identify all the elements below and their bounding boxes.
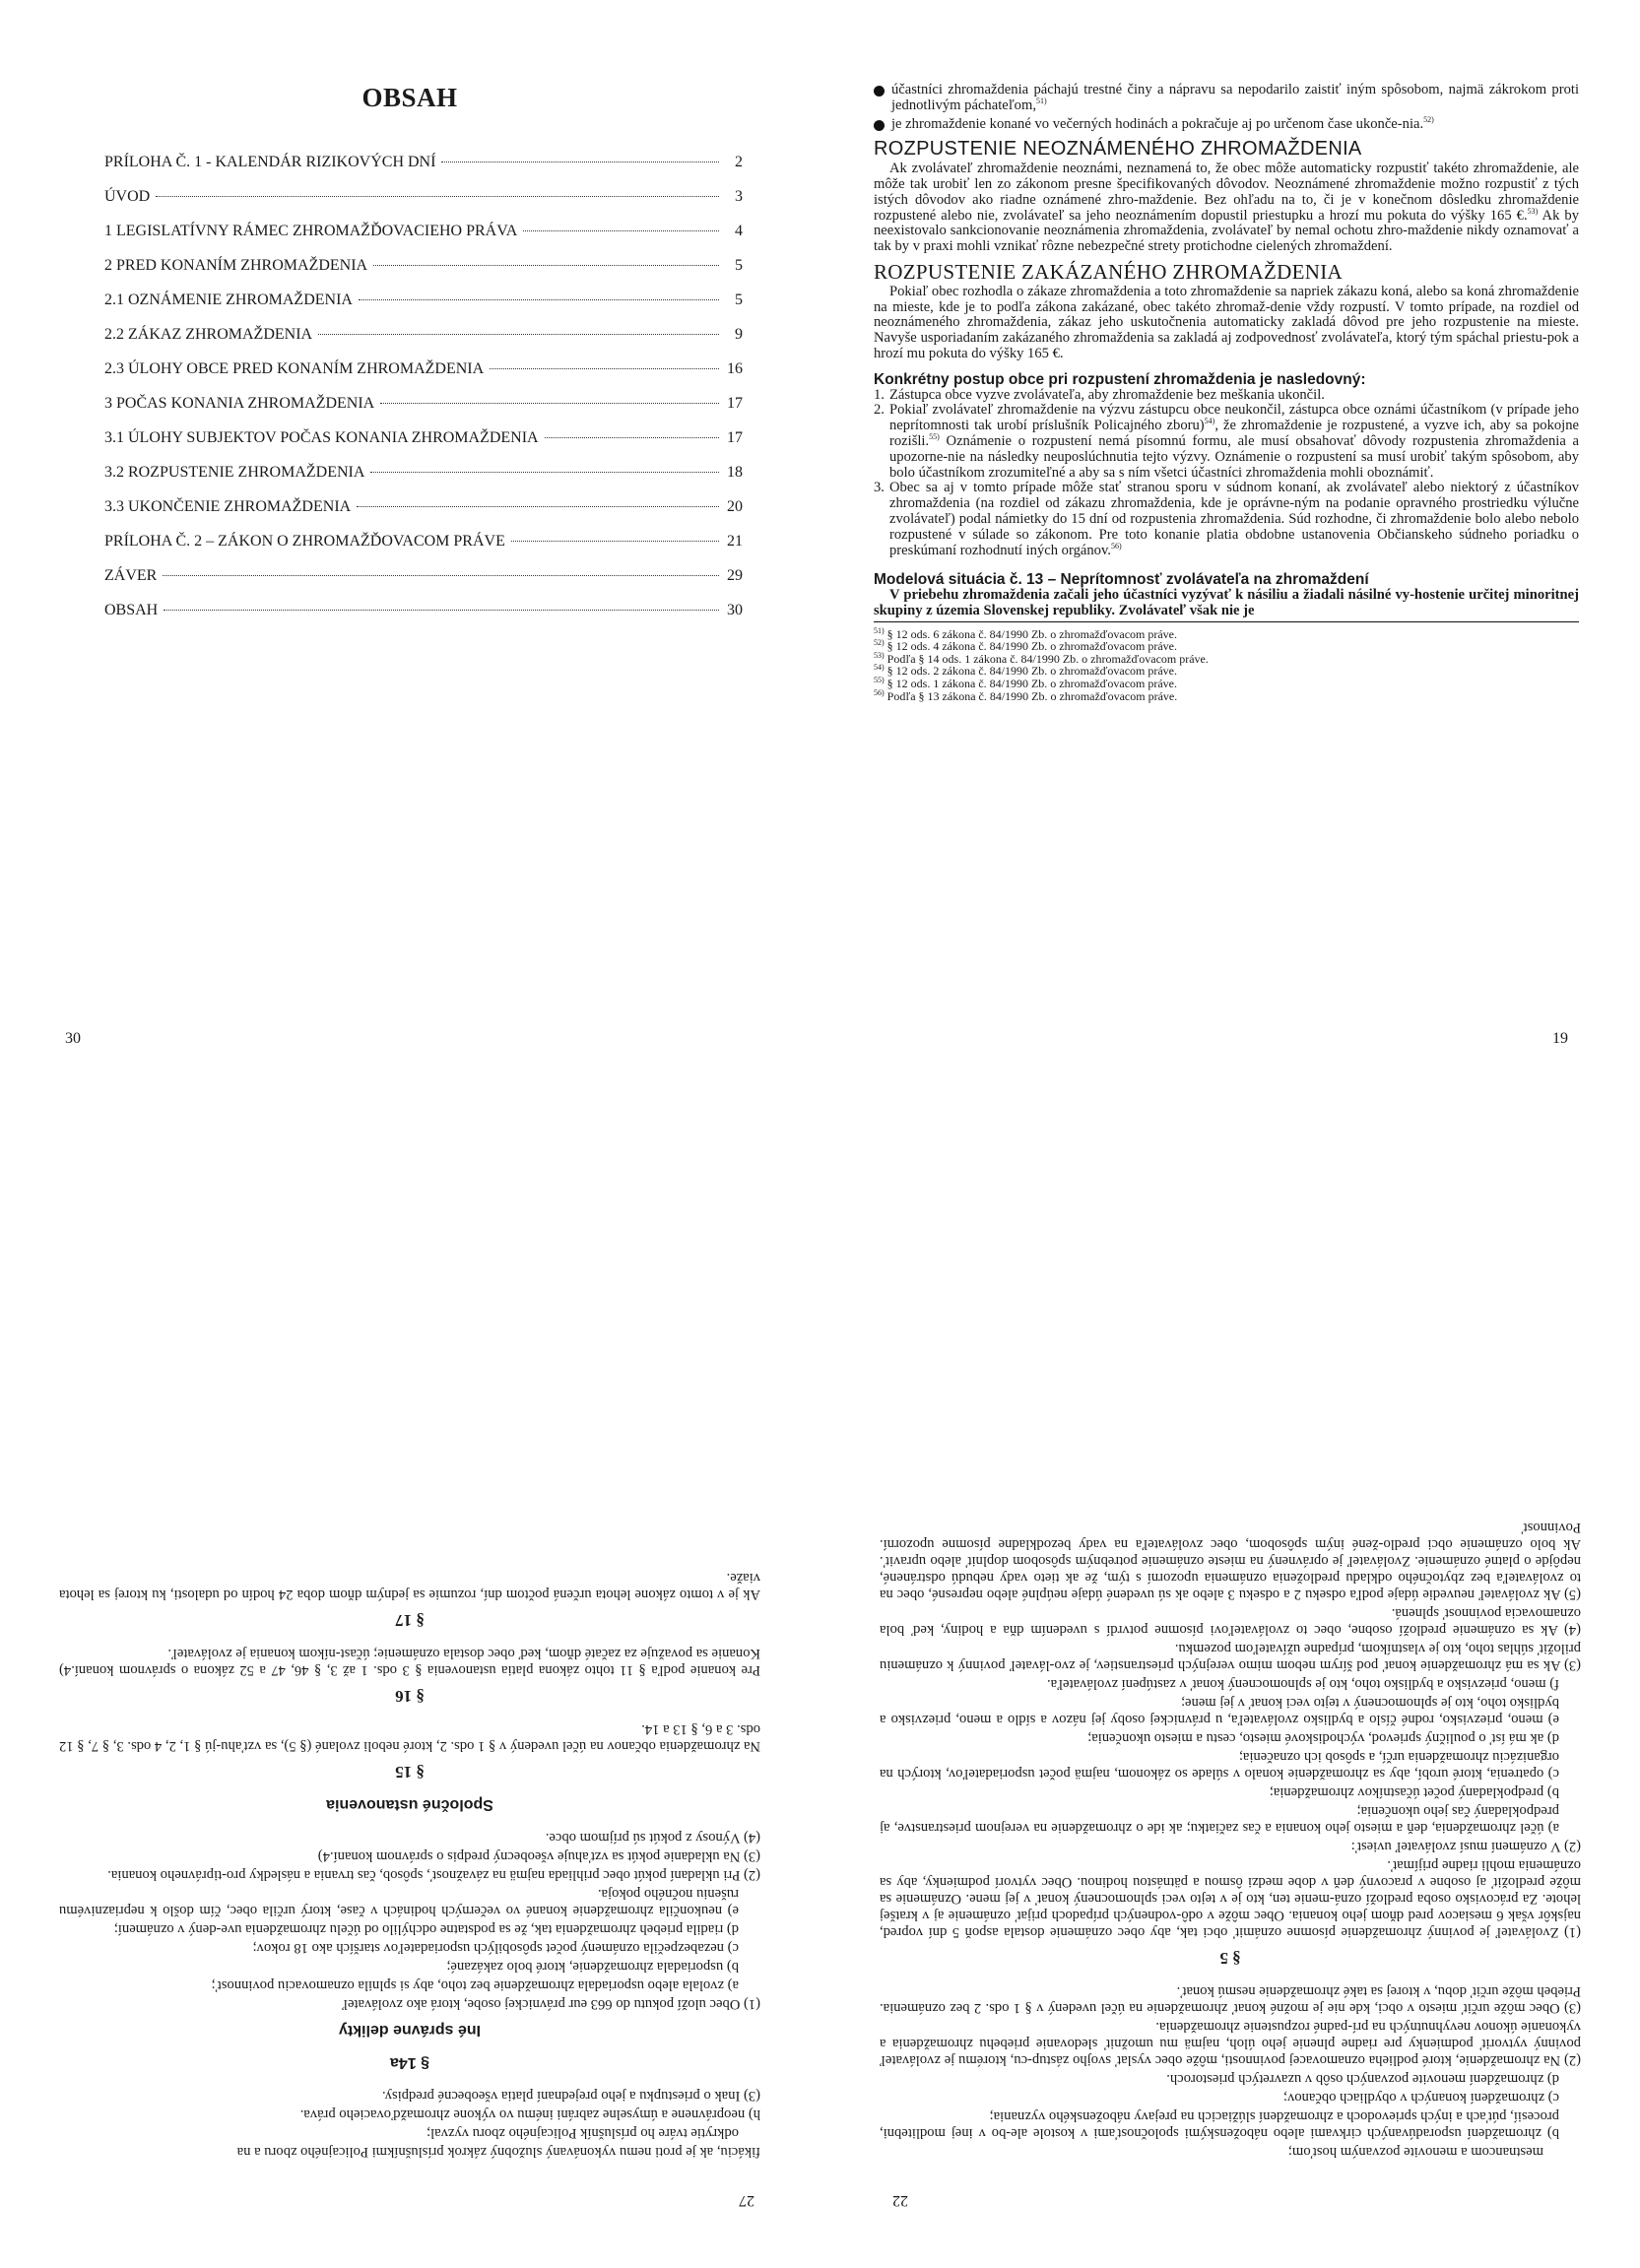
section-heading: Iné správne delikty	[338, 2022, 482, 2039]
toc-entry-page: 9	[735, 326, 743, 343]
model-situation-text: V priebehu zhromaždenia začali jeho účastníci vyzývať k násiliu a žiadali násilné vy-hostenie určitej minoritnej skupiny z územia Slovenskej republiky. Zvolávateľ však nie je	[874, 587, 1579, 618]
toc-entry[interactable]	[104, 257, 743, 292]
section-heading: § 14a	[389, 2054, 430, 2071]
toc-entry-page: 21	[727, 533, 743, 550]
toc-entry-label: 3.1 ÚLOHY SUBJEKTOV POČAS KONANIA ZHROMAŽDENIA	[104, 429, 539, 446]
toc-entry-page: 2	[735, 154, 743, 170]
toc-leader-dots	[156, 196, 719, 197]
toc-entry[interactable]	[104, 154, 743, 188]
toc-leader-dots	[380, 403, 719, 404]
bullet-dot-icon	[874, 86, 885, 97]
paragraph: (3) Obec môže určiť miesto v obci, kde nie je možné konať zhromaždenie na účel uvedený v § 1 ods. 2 bez oznámenia. Priebeh môže určiť dobu, v ktorej sa také zhromaždenie nesmú konať.	[880, 1983, 1581, 2016]
section-heading: § 5	[1219, 1949, 1241, 1968]
toc-entry-page: 4	[735, 223, 743, 239]
procedure-step: 3. Obec sa aj v tomto prípade môže stať stranou sporu v súdnom konaní, ak zvolávateľ alebo niektorý z účastníkov zhromaždenia (na rozdiel od zákazu zhromaždenia, kde je oprávne-ným na podanie opravného prostriedku výlučne zvolávateľ) podal námietky do 15 dní od rozpustenia zhromaždenia. Súd rozhodne, či zhromaždenie bolo alebo nebolo rozpustené v súlade so zákonom. Pre toto konanie platia obdobne ustanovenia Občianskeho súdneho poriadku o preskúmaní rozhodnutí iných orgánov.$^{56)}$	[874, 480, 1579, 558]
model-situation-box	[874, 588, 1579, 622]
paragraph: (3) Inak o priestupku a jeho prejednaní platia všeobecné predpisy.	[381, 2088, 760, 2104]
toc-page	[0, 0, 820, 1083]
toc-entry-label: 3 POČAS KONANIA ZHROMAŽDENIA	[104, 395, 375, 412]
toc-entry-page: 29	[727, 567, 743, 584]
toc-entry-label: PRÍLOHA Č. 1 - KALENDÁR RIZIKOVÝCH DNÍ	[104, 154, 436, 170]
paragraph: odkrytie tváre ho príslušník Policajného zboru vyzval;	[426, 2125, 739, 2141]
toc-entry-label: 2.1 OZNÁMENIE ZHROMAŽDENIA	[104, 292, 353, 308]
toc-leader-dots	[511, 541, 719, 542]
toc-leader-dots	[523, 230, 719, 231]
section-heading-unannounced: ROZPUSTENIE NEOZNÁMENÉHO ZHROMAŽDENIA	[874, 138, 1362, 161]
toc-title: OBSAH	[361, 83, 458, 112]
paragraph: d) ak má ísť o pouličný sprievod, východiskové miesto, cestu a miesto ukončenia;	[1087, 1730, 1559, 1746]
toc-leader-dots	[318, 334, 719, 335]
toc-entry[interactable]	[104, 360, 743, 395]
page-27	[0, 1133, 820, 2268]
paragraph: c) nezabezpečila oznámený počet spôsobilých usporiadateľov starších ako 18 rokov;	[252, 1940, 739, 1956]
bullet-dot-icon	[874, 120, 885, 131]
toc-entry-page: 18	[727, 464, 743, 481]
section-heading-banned: ROZPUSTENIE ZAKÁZANÉHO ZHROMAŽDENIA	[874, 259, 1343, 284]
footnote: $^{56)}$ Podľa § 13 zákona č. 84/1990 Zb. o zhromažďovacom práve.	[874, 687, 1178, 703]
paragraph: (3) Ak sa má zhromaždenie konať pod šírym nebom mimo verejných priestranstiev, je zvo-lávateľ povinný k oznámeniu priložiť súhlas toho, kto je vlastníkom, prípadne užívateľom pozemku.	[880, 1641, 1581, 1673]
paragraph: (2) Pri ukladaní pokút obec prihliada najmä na závažnosť, spôsob, čas trvania a následky pro-tiprávneho konania.	[107, 1867, 760, 1883]
page-22-content	[880, 1517, 1581, 2160]
toc-entry[interactable]	[104, 602, 743, 636]
toc-entry-label: 1 LEGISLATÍVNY RÁMEC ZHROMAŽĎOVACIEHO PRÁVA	[104, 223, 518, 239]
footnote: $^{51)}$ § 12 ods. 6 zákona č. 84/1990 Zb. o zhromažďovacom práve.	[874, 625, 1178, 641]
toc-leader-dots	[545, 437, 719, 438]
paragraph: Ak je v tomto zákone lehota určená počtom dní, rozumie sa jedným dňom doba 24 hodín od udalosti, ku ktorej sa lehota viaže.	[59, 1570, 760, 1602]
toc-entry[interactable]	[104, 567, 743, 602]
toc-entry[interactable]	[104, 395, 743, 429]
toc-leader-dots	[373, 265, 719, 266]
toc-entry-page: 5	[735, 257, 743, 274]
paragraph: e) meno, priezvisko, rodné číslo a bydlisko zvolávateľa, u právnickej osoby jej názov a sídlo a meno, priezvisko a bydlisko toho, kto je splnomocnený v tejto veci konať v jej mene;	[880, 1695, 1559, 1727]
page-19	[820, 0, 1640, 1083]
paragraph: b) zhromaždení usporadúvaných cirkvami alebo náboženskými spoločnosťami v kostole ale-bo v inej modlitebni, procesií, púťach a iných sprievodoch a zhromaždení slúžiacich na prejavy náboženského vyznania;	[880, 2108, 1559, 2141]
page-19-content	[874, 83, 1579, 702]
bullet-item: účastníci zhromaždenia páchajú trestné činy a nápravu sa nepodarilo zaistiť iným spôsobom, najmä zákrokom proti jednotlivým páchateľom,$^{51)}$	[874, 83, 1579, 114]
model-situation-heading: Modelová situácia č. 13 – Neprítomnosť zvolávateľa na zhromaždení	[874, 571, 1369, 589]
toc-entry-page: 16	[727, 360, 743, 377]
toc-entry[interactable]	[104, 223, 743, 257]
procedure-step: 1. Zástupca obce vyzve zvolávateľa, aby zhromaždenie bez meškania ukončil.	[874, 386, 1325, 403]
toc-entry-page: 3	[735, 188, 743, 205]
paragraph: b) predpokladaný počet účastníkov zhromaždenia;	[1269, 1784, 1559, 1800]
footnote: $^{55)}$ § 12 ods. 1 zákona č. 84/1990 Zb. o zhromažďovacom práve.	[874, 676, 1178, 691]
toc-entry-label: 3.3 UKONČENIE ZHROMAŽDENIA	[104, 498, 352, 515]
toc-entry-page: 5	[735, 292, 743, 308]
toc-entry-label: PRÍLOHA Č. 2 – ZÁKON O ZHROMAŽĎOVACOM PRÁVE	[104, 533, 505, 550]
footnote: $^{52)}$ § 12 ods. 4 zákona č. 84/1990 Zb. o zhromažďovacom práve.	[874, 638, 1178, 654]
toc-entry-page: 17	[727, 395, 743, 412]
toc-entry-label: ÚVOD	[104, 188, 151, 205]
toc-entry-page: 20	[727, 498, 743, 515]
paragraph: (2) V oznámení musí zvolávateľ uviesť:	[1350, 1839, 1581, 1854]
paragraph-banned: Pokiaľ obec rozhodla o zákaze zhromaždenia a toto zhromaždenie sa napriek zákazu koná, alebo sa koná zhromaždenie na mieste, kde je to podľa zákona zakázané, obec takéto zhromaž-denie vždy rozpustí. V tomto prípade, na rozdiel od neoznámeného zhromaždenia, zákaz jeho uskutočnenia automaticky zakladá dôvod pre jeho rozpustenie na mieste. Navyše usporiadaním zakázaného zhromaždenia sa zakladá aj zodpovednosť zvolávateľa, ktorý tým spáchal priestu-pok a hrozí mu pokuta do výšky 165 €.	[874, 283, 1579, 361]
toc-entry[interactable]	[104, 326, 743, 360]
page-number: 27	[739, 2192, 754, 2209]
footnotes	[874, 625, 1579, 703]
procedure-step: 2. Pokiaľ zvolávateľ zhromaždenie na výzvu zástupcu obce neukončil, zástupca obce oznámi účastníkom (v prípade jeho neprítomnosti tak urobí príslušník Policajného zboru)$^{54)}$, že zhromaždenie je rozpustené, a vyzve ich, aby sa pokojne rozišli.$^{55)}$ Oznámenie o rozpustení nemá písomnú formu, ale musí obsahovať dôvody rozpustenia zhromaždenia a upozorne-nie na následky neuposlúchnutia tejto výzvy. Oznámenie o rozpustení sa musí urobiť takým spôsobom, aby bolo účastníkom zrozumiteľné a aby sa s ním všetci účastníci zhromaždenia mohli oboznámiť.	[874, 402, 1579, 481]
toc-entry-label: 2.2 ZÁKAZ ZHROMAŽDENIA	[104, 326, 313, 343]
toc-entry[interactable]	[104, 429, 743, 464]
toc-leader-dots	[359, 299, 719, 300]
toc-list	[104, 154, 743, 636]
footnote: $^{53)}$ Podľa § 14 ods. 1 zákona č. 84/1990 Zb. o zhromažďovacom práve.	[874, 650, 1209, 666]
footnote: $^{54)}$ § 12 ods. 2 zákona č. 84/1990 Zb. o zhromažďovacom práve.	[874, 663, 1178, 679]
toc-entry-label: OBSAH	[104, 602, 159, 618]
section-heading: Spoločné ustanovenia	[326, 1796, 493, 1813]
page-number: 22	[892, 2192, 908, 2209]
toc-entry[interactable]	[104, 498, 743, 533]
paragraph: e) neukončila zhromaždenie konané vo večerných hodinách v čase, ktorý určila obec, čím došlo k nepriaznivému rušeniu nočného pokoja.	[59, 1886, 739, 1918]
bullet-item: je zhromaždenie konané vo večerných hodinách a pokračuje aj po určenom čase ukonče-nia.$^{52)}$	[874, 117, 1579, 133]
section-heading: § 17	[395, 1611, 425, 1630]
procedure-heading: Konkrétny postup obce pri rozpustení zhromaždenia je nasledovný:	[874, 370, 1366, 388]
paragraph: Pre konanie podľa § 11 tohto zákona platia ustanovenia § 3 ods. 1 až 3, § 46, 47 a 52 zákona o správnom konaní.4) Konanie sa považuje za začaté dňom, keď obec dostala oznámenie; účast-níkom konania je zvolávateľ.	[59, 1646, 760, 1678]
paragraph: d) zhromaždení menovite pozvaných osôb v uzavretých priestoroch.	[1166, 2071, 1559, 2087]
paragraph: (3) Na ukladanie pokút sa vzťahuje všeobecný predpis o správnom konaní.4)	[317, 1848, 760, 1864]
paragraph: fikáciu, ak je proti nemu vykonávaný služobný zákrok príslušníkmi Policajného zboru a na	[236, 2144, 760, 2160]
toc-entry-label: 3.2 ROZPUSTENIE ZHROMAŽDENIA	[104, 464, 365, 481]
paragraph: b) usporiadala zhromaždenie, ktoré bolo zakázané;	[446, 1959, 739, 1975]
section-heading: § 15	[395, 1763, 425, 1782]
toc-leader-dots	[490, 368, 719, 369]
toc-entry-page: 30	[727, 602, 743, 618]
toc-entry-label: ZÁVER	[104, 567, 158, 584]
toc-leader-dots	[164, 610, 719, 611]
paragraph: mestnancom a menovite pozvaným hosťom;	[1287, 2144, 1543, 2160]
toc-entry[interactable]	[104, 533, 743, 567]
page-22	[820, 1133, 1640, 2268]
bullet-list	[874, 83, 1579, 132]
page-27-content	[59, 1567, 760, 2160]
paragraph: c) opatrenia, ktoré urobí, aby sa zhromaždenie konalo v súlade so zákonom, najmä počet usporiadateľov, ktorých na organizáciu zhromaždenia určí, a spôsob ich označenia;	[880, 1749, 1559, 1782]
section-heading: § 16	[395, 1687, 425, 1706]
paragraph: (5) Ak zvolávateľ neuvedie údaje podľa odseku 2 a odseku 3 alebo ak sú uvedené údaje neúplné alebo nepresné, obec na to zvolávateľa bez zbytočného odkladu predloženia oznámenia upozorní s tým, že ak tieto vady nebudú odstránené, nepôjde o platné oznámenie. Zvolávateľ je oprávnený na mieste oznámenie potrebným spôsobom doplniť alebo upraviť. Ak bolo oznámenie obci predlo-žené iným spôsobom, obec zvolávateľa na vady bezodkladne písomne upozorní. Povinnosť	[880, 1520, 1581, 1602]
toc-entry[interactable]	[104, 464, 743, 498]
toc-leader-dots	[357, 506, 719, 507]
toc-entry-label: 2.3 ÚLOHY OBCE PRED KONANÍM ZHROMAŽDENIA	[104, 360, 485, 377]
paragraph: (4) Ak sa oznámenie predloží osobne, obec to zvolávateľovi písomne potvrdí s uvedením dňa a hodiny, keď bola oznamovacia povinnosť splnená.	[880, 1605, 1581, 1638]
procedure-steps	[874, 388, 1579, 559]
paragraph: a) účel zhromaždenia, deň a miesto jeho konania a čas začiatku; ak ide o zhromaždenie na verejnom priestranstve, aj predpokladaný čas jeho ukončenia;	[880, 1803, 1559, 1836]
paragraph: (2) Na zhromaždenie, ktoré podlieha oznamovacej povinnosti, môže obec vyslať svojho zástup-cu, ktorému je zvolávateľ povinný vytvoriť podmienky pre riadne plnenie jeho úloh, najmä mu umožniť sledovanie priebehu zhromaždenia a vykonanie úkonov nevyhnutných na prí-padné rozpustenie zhromaždenia.	[880, 2019, 1581, 2068]
paragraph: d) riadila priebeh zhromaždenia tak, že sa podstatne odchýlilo od účelu zhromaždenia uve-dený v oznámení;	[113, 1921, 739, 1937]
paragraph: (1) Obec uloží pokutu do 663 eur právnickej osobe, ktorá ako zvolávateľ	[342, 1996, 760, 2012]
paragraph: h) neoprávnene a úmyselne zabráni inému vo výkone zhromažďovacieho práva.	[299, 2106, 760, 2122]
paragraph: a) zvolala alebo usporiadala zhromaždenie bez toho, aby si splnila oznamovaciu povinnosť;	[211, 1977, 739, 1993]
toc-entry[interactable]	[104, 292, 743, 326]
page-number: 30	[65, 1030, 81, 1047]
paragraph: f) meno, priezvisko a bydlisko toho, kto je splnomocnený konať v zastúpení zvolávateľa.	[1047, 1676, 1559, 1692]
toc-entry[interactable]	[104, 188, 743, 223]
paragraph: Na zhromaždenia občanov na účel uvedený v § 1 ods. 2, ktoré neboli zvolané (§ 5), sa vzťahu-jú § 1, 2, 4 ods. 3, § 7, § 12 ods. 3 a 6, § 13 a 14.	[59, 1721, 760, 1754]
toc-entry-label: 2 PRED KONANÍM ZHROMAŽDENIA	[104, 257, 368, 274]
toc-entry-page: 17	[727, 429, 743, 446]
toc-leader-dots	[370, 472, 719, 473]
page-number: 19	[1552, 1030, 1568, 1047]
toc-leader-dots	[163, 575, 719, 576]
paragraph: (4) Výnosy z pokút sú príjmom obce.	[545, 1830, 760, 1846]
paragraph: (1) Zvolávateľ je povinný zhromaždenie písomne oznámiť obci tak, aby obec oznámenie dostala aspoň 5 dní vopred, najskôr však 6 mesiacov pred dňom jeho konania. Obec môže v odô-vodnených prípadoch prijať oznámenie aj v kratšej lehote. Za prácovisko osoba predloží ozná-menie ten, kto je v tejto veci splnomocnený konať v jej mene. Oznámenie sa môže predložiť aj osobne v pracovný deň v dobe medzi ôsmou a pätnástou hodinou. Obec vytvorí podmienky, aby sa oznámenia mohli riadne prijímať.	[880, 1857, 1581, 1940]
paragraph-unannounced: Ak zvolávateľ zhromaždenie neoznámi, neznamená to, že obec môže automaticky rozpustiť takéto zhromaždenie, ale môže tak urobiť len zo zákonom presne špecifikovaných dôvodov. Neoznámené zhromaždenie možno rozpustiť z tých istých dôvodov ako riadne oznámené zhro-maždenie. Bez ohľadu na to, či je v konečnom dôsledku zhromaždenie rozpustené alebo nie, zvolávateľ sa jeho neoznámením dopustil priestupku a hrozí mu pokuta do výšky 165 €.$^{53)}$ Ak by neexistovalo sankcionovanie neoznámenia zhromaždenia, zvolávateľ by nemal ochotu zhro-maždenie nikdy oznamovať a tak by v praxi mohli vznikať rôzne nebezpečné strety protichodne cielených zhromaždení.	[874, 161, 1579, 255]
paragraph: c) zhromaždení konaných v obydliach občanov;	[1282, 2090, 1559, 2106]
